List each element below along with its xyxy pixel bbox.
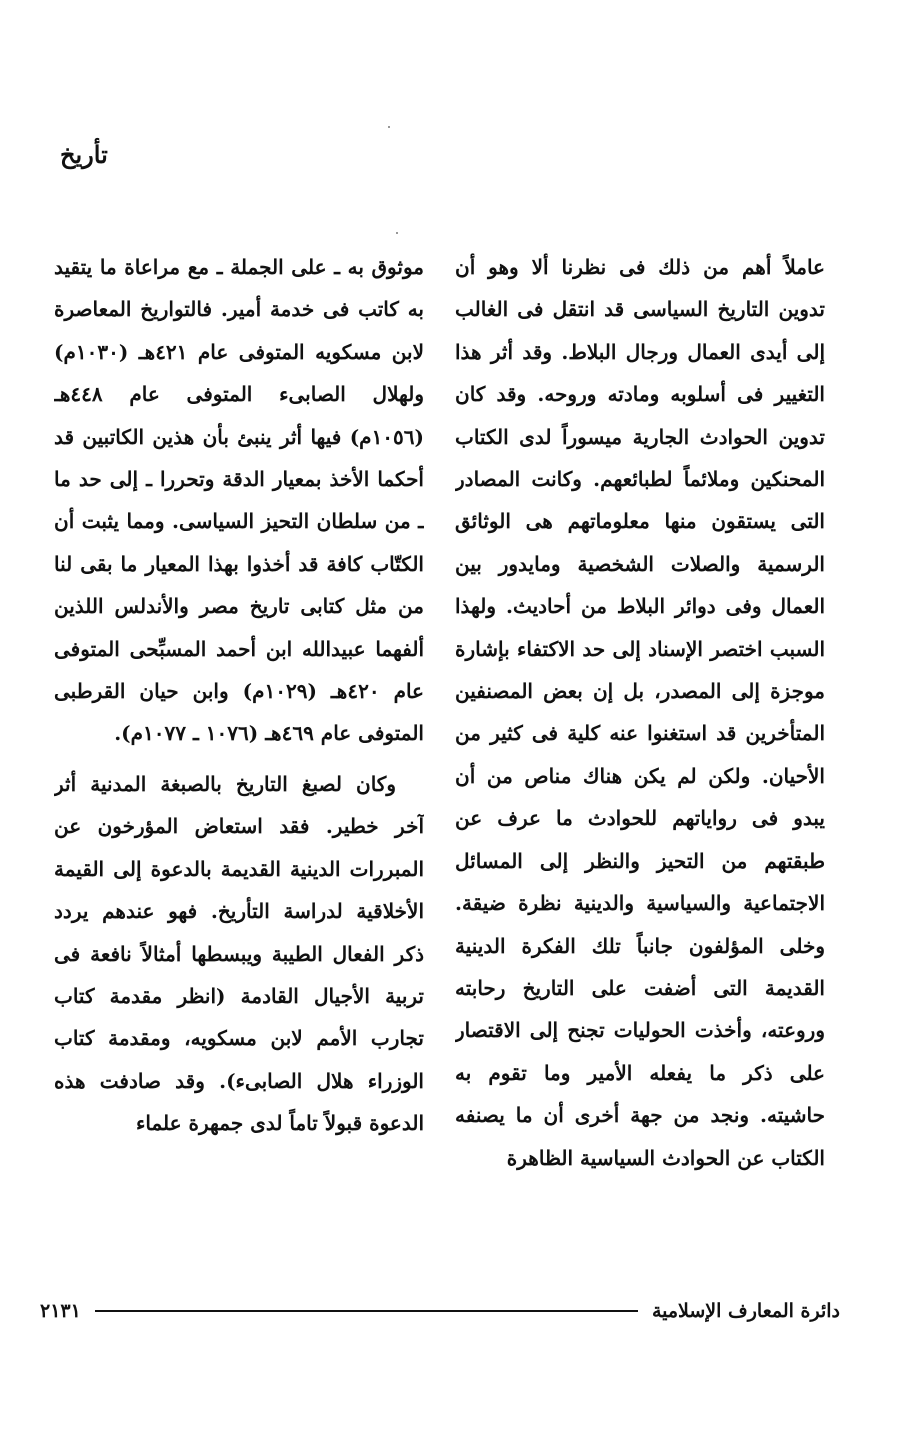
left-column-paragraph: موثوق به ـ على الجملة ـ مع مراعاة ما يتقيد به كاتب فى خدمة أمير. فالتواريخ المعاصرة لابن مسكويه المتوفى عام ٤٢١هـ (١٠٣٠م) ولهلال الصابىء المتوفى عام ٤٤٨هـ (١٠٥٦م) فيها أثر ينبئ بأن هذين الكاتبين قد أحكما الأخذ بمعيار الدقة وتحررا ـ إلى حد ما ـ من سلطان التحيز السياسى. ومما يثبت أن الكتّاب كافة قد أخذوا بهذا المعيار ما بقى لنا من مثل كتابى تاريخ مصر والأندلس اللذين ألفهما عبيدالله ابن أحمد المسبِّحى المتوفى عام ٤٢٠هـ (١٠٢٩م) وابن حيان القرطبى المتوفى عام ٤٦٩هـ (١٠٧٦ ـ ١٠٧٧م). [54, 255, 424, 746]
page-footer [40, 1296, 840, 1326]
footer-journal-name: دائرة المعارف الإسلامية [651, 1300, 840, 1322]
right-column-paragraph: عاملاً أهم من ذلك فى نظرنا ألا وهو أن تدوين التاريخ السياسى قد انتقل فى الغالب إلى أيدى العمال ورجال البلاط. وقد أثر هذا التغيير فى أسلوبه ومادته وروحه. وقد كان تدوين الحوادث الجارية ميسوراً لدى الكتاب المحنكين وملائماً لطبائعهم. وكانت المصادر التى يستقون منها معلوماتهم هى الوثائق الرسمية والصلات الشخصية ومايدور بين العمال وفى دوائر البلاط من أحاديث. ولهذا السبب اختصر الإسناد إلى حد الاكتفاء بإشارة موجزة إلى المصدر، بل إن بعض المصنفين المتأخرين قد استغنوا عنه كلية فى كثير من الأحيان. ولكن لم يكن هناك مناص من أن يبدو فى رواياتهم للحوادث ما عرف عن طبقتهم من التحيز والنظر إلى المسائل الاجتماعية والسياسية والدينية نظرة ضيقة. وخلى المؤلفون جانباً تلك الفكرة الدينية القديمة التى أضفت على التاريخ رحابته وروعته، وأخذت الحوليات تجنح إلى الاقتصار على ذكر ما يفعله الأمير وما تقوم به حاشيته. ونجد من جهة أخرى أن ما يصنفه الكتاب عن الحوادث السياسية الظاهرة [455, 255, 825, 1170]
page-number: ٢١٣١ [40, 1300, 81, 1322]
footer-rule [95, 1310, 638, 1312]
scan-speck [396, 232, 398, 234]
running-title: تأريخ [60, 140, 108, 169]
left-column-paragraph: وكان لصبغ التاريخ بالصبغة المدنية أثر آخر خطير. فقد استعاض المؤرخون عن المبررات الدينية القديمة بالدعوة إلى القيمة الأخلاقية لدراسة التأريخ. فهو عندهم يردد ذكر الفعال الطيبة ويبسطها أمثالاً نافعة فى تربية الأجيال القادمة (انظر مقدمة كتاب تجارب الأمم لابن مسكويه، ومقدمة كتاب الوزراء هلال الصابىء). وقد صادفت هذه الدعوة قبولاً تاماً لدى جمهرة علماء [54, 771, 424, 1136]
right-text-column [455, 246, 825, 1256]
scan-speck [388, 126, 390, 128]
left-text-column [54, 246, 424, 1256]
